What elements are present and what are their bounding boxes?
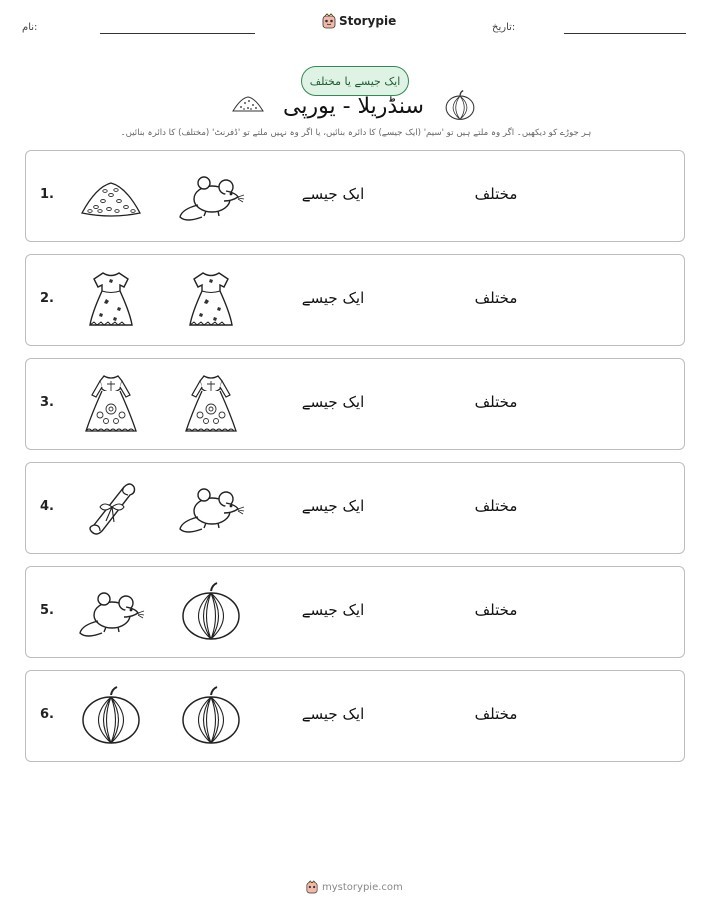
brand-name: Storypie: [339, 14, 397, 28]
ball-gown-icon: [176, 373, 246, 435]
ball-gown-icon: [76, 373, 146, 435]
question-row: [25, 358, 685, 450]
question-number: 2.: [40, 291, 54, 306]
page-title: سنڈریلا - یورپی: [283, 94, 424, 119]
option-different[interactable]: مختلف: [474, 393, 518, 411]
option-same[interactable]: ایک جیسے: [301, 497, 365, 515]
instructions: ہر جوڑے کو دیکھیں۔ اگر وہ ملتے ہیں تو 'سیم' (ایک جیسے) کا دائرہ بنائیں، یا اگر وہ نہیں ملتے تو 'ڈفرنٹ' (مختلف) کا دائرہ بنائیں۔: [120, 128, 592, 138]
mouse-icon: [176, 477, 246, 539]
question-number: 4.: [40, 499, 54, 514]
pumpkin-icon: [176, 685, 246, 747]
pumpkin-icon: [76, 685, 146, 747]
footer: [306, 880, 403, 894]
mouse-icon: [176, 165, 246, 227]
footer-url[interactable]: mystorypie.com: [322, 881, 403, 893]
scroll-icon: [76, 477, 146, 539]
ragged-dress-icon: [176, 269, 246, 331]
pumpkin-icon: [176, 581, 246, 643]
option-different[interactable]: مختلف: [474, 185, 518, 203]
option-same[interactable]: ایک جیسے: [301, 705, 365, 723]
option-same[interactable]: ایک جیسے: [301, 289, 365, 307]
question-row: [25, 566, 685, 658]
date-line[interactable]: [564, 33, 686, 34]
mouse-icon: [76, 581, 146, 643]
seed-pile-icon: [76, 165, 146, 227]
option-same[interactable]: ایک جیسے: [301, 185, 365, 203]
option-different[interactable]: مختلف: [474, 705, 518, 723]
option-same[interactable]: ایک جیسے: [301, 601, 365, 619]
question-number: 6.: [40, 707, 54, 722]
option-different[interactable]: مختلف: [474, 289, 518, 307]
seed-pile-icon: [231, 94, 265, 114]
name-label: نام:: [22, 22, 38, 33]
question-number: 1.: [40, 187, 54, 202]
brand: [322, 13, 396, 29]
question-number: 5.: [40, 603, 54, 618]
option-different[interactable]: مختلف: [474, 497, 518, 515]
question-row: [25, 254, 685, 346]
date-label: تاریخ:: [492, 22, 516, 33]
pumpkin-icon: [444, 89, 476, 121]
question-number: 3.: [40, 395, 54, 410]
question-row: [25, 670, 685, 762]
question-row: [25, 150, 685, 242]
worksheet-type-pill: ایک جیسے یا مختلف: [301, 66, 409, 96]
name-line[interactable]: [100, 33, 255, 34]
option-different[interactable]: مختلف: [474, 601, 518, 619]
question-row: [25, 462, 685, 554]
storypie-logo-icon: [306, 880, 318, 894]
storypie-logo-icon: [322, 13, 336, 29]
ragged-dress-icon: [76, 269, 146, 331]
option-same[interactable]: ایک جیسے: [301, 393, 365, 411]
